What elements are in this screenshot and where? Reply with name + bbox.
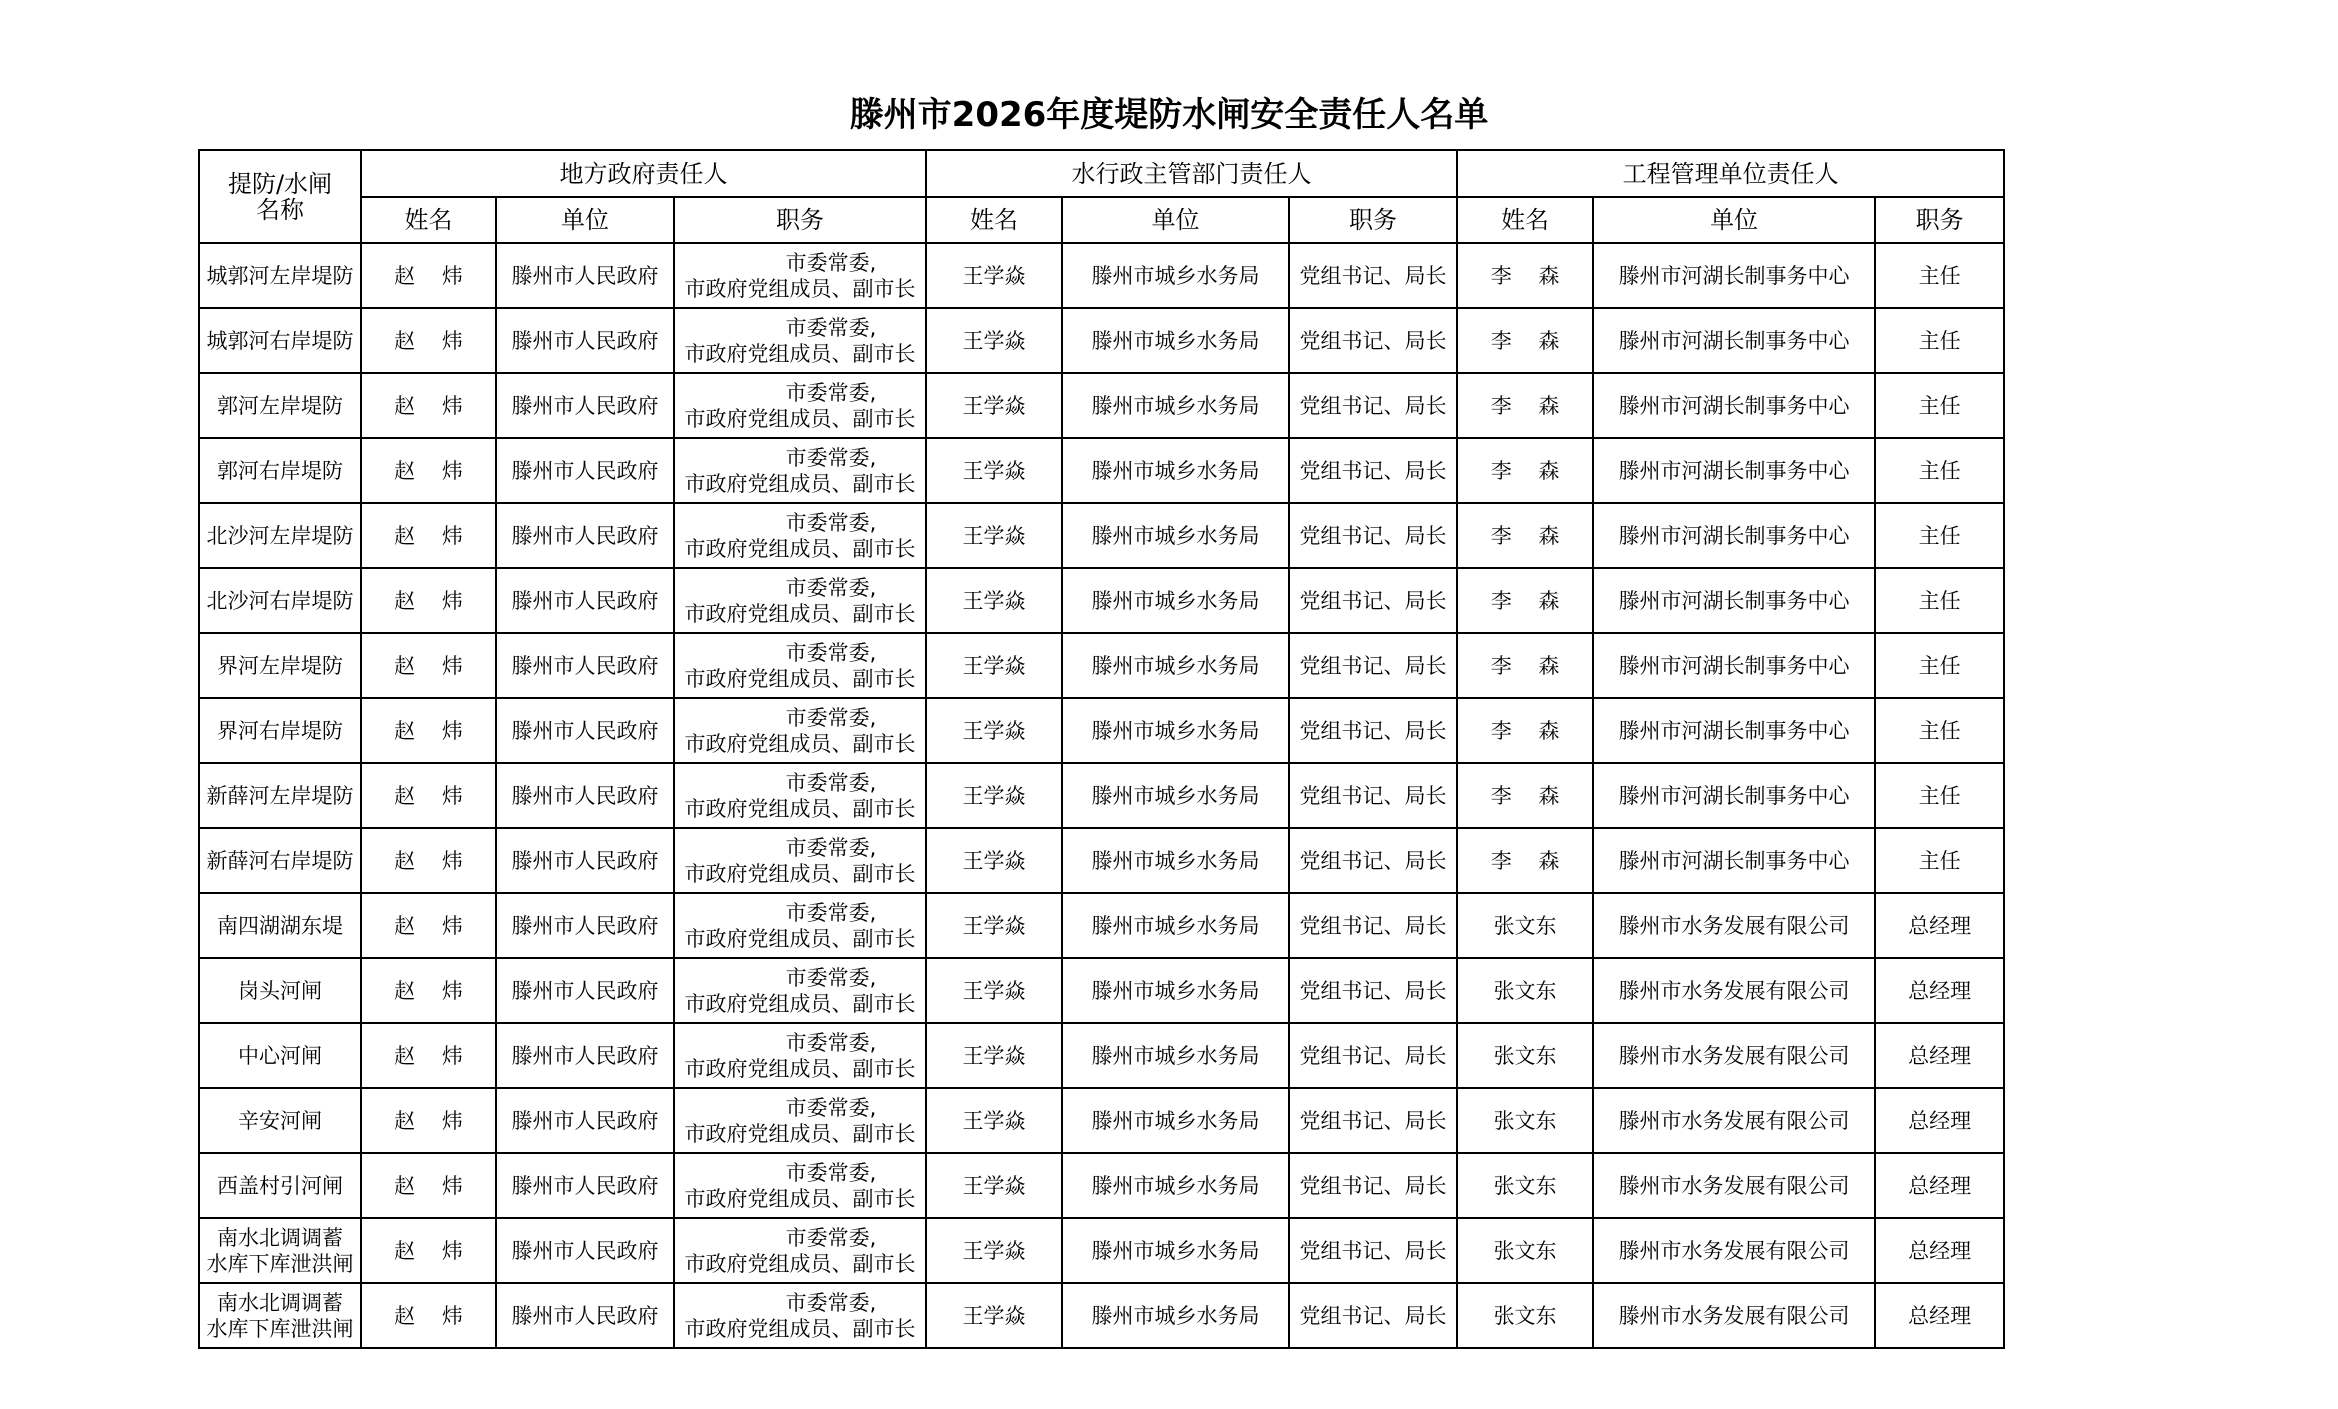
header-group-mgmt: 工程管理单位责任人: [1457, 150, 2004, 197]
header-mgmt-name: 姓名: [1457, 197, 1593, 243]
cell-mgmt-name: 张文东: [1457, 1088, 1593, 1153]
cell-water-name: 王学焱: [926, 828, 1062, 893]
cell-mgmt-duty: 主任: [1875, 633, 2004, 698]
gov-duty-line: 市委常委,: [785, 1290, 877, 1315]
cell-mgmt-unit: 滕州市河湖长制事务中心: [1593, 763, 1875, 828]
facility-name-line: 郭河右岸堤防: [217, 458, 343, 483]
cell-water-name: 王学焱: [926, 568, 1062, 633]
table-row: [199, 1088, 2004, 1153]
cell-mgmt-unit: 滕州市水务发展有限公司: [1593, 1023, 1875, 1088]
facility-name-line: 水库下库泄洪闸: [206, 1316, 354, 1341]
cell-facility-name: [199, 438, 361, 503]
cell-mgmt-name: 李 森: [1457, 243, 1593, 308]
cell-gov-duty: [674, 438, 926, 503]
cell-gov-unit: 滕州市人民政府: [496, 698, 674, 763]
cell-water-unit: 滕州市城乡水务局: [1062, 373, 1289, 438]
cell-mgmt-duty: 总经理: [1875, 958, 2004, 1023]
cell-mgmt-duty: 主任: [1875, 243, 2004, 308]
table-row: [199, 1218, 2004, 1283]
cell-gov-name: 赵 炜: [361, 243, 496, 308]
cell-water-duty: 党组书记、局长: [1289, 568, 1457, 633]
cell-gov-name: 赵 炜: [361, 828, 496, 893]
cell-water-unit: 滕州市城乡水务局: [1062, 633, 1289, 698]
cell-water-name: 王学焱: [926, 958, 1062, 1023]
cell-mgmt-unit: 滕州市水务发展有限公司: [1593, 893, 1875, 958]
cell-water-unit: 滕州市城乡水务局: [1062, 698, 1289, 763]
cell-gov-name: 赵 炜: [361, 373, 496, 438]
cell-gov-name: 赵 炜: [361, 1023, 496, 1088]
facility-name-line: 新薛河右岸堤防: [206, 848, 354, 873]
cell-gov-duty: [674, 1088, 926, 1153]
gov-duty-line: 市委常委,: [785, 1160, 877, 1185]
cell-mgmt-duty: 主任: [1875, 308, 2004, 373]
cell-water-duty: 党组书记、局长: [1289, 373, 1457, 438]
gov-duty-line: 市政府党组成员、副市长: [684, 796, 916, 821]
gov-duty-line: 市政府党组成员、副市长: [684, 1186, 916, 1211]
cell-water-duty: 党组书记、局长: [1289, 1023, 1457, 1088]
cell-water-duty: 党组书记、局长: [1289, 893, 1457, 958]
cell-water-name: 王学焱: [926, 243, 1062, 308]
cell-gov-unit: 滕州市人民政府: [496, 763, 674, 828]
cell-mgmt-unit: 滕州市河湖长制事务中心: [1593, 438, 1875, 503]
facility-name-line: 北沙河左岸堤防: [206, 523, 354, 548]
table-row: [199, 243, 2004, 308]
table-row: [199, 373, 2004, 438]
gov-duty-line: 市政府党组成员、副市长: [684, 341, 916, 366]
cell-mgmt-name: 张文东: [1457, 958, 1593, 1023]
table-row: [199, 763, 2004, 828]
header-water-unit: 单位: [1062, 197, 1289, 243]
gov-duty-line: 市政府党组成员、副市长: [684, 1316, 916, 1341]
cell-gov-unit: 滕州市人民政府: [496, 893, 674, 958]
facility-name-line: 南水北调调蓄: [217, 1290, 343, 1315]
facility-name-line: 岗头河闸: [238, 978, 322, 1003]
cell-water-unit: 滕州市城乡水务局: [1062, 438, 1289, 503]
cell-gov-unit: 滕州市人民政府: [496, 1023, 674, 1088]
cell-gov-duty: [674, 893, 926, 958]
gov-duty-line: 市委常委,: [785, 250, 877, 275]
facility-name-line: 北沙河右岸堤防: [206, 588, 354, 613]
cell-facility-name: [199, 1088, 361, 1153]
cell-mgmt-unit: 滕州市河湖长制事务中心: [1593, 568, 1875, 633]
table-row: [199, 308, 2004, 373]
header-gov-unit: 单位: [496, 197, 674, 243]
cell-gov-name: 赵 炜: [361, 1088, 496, 1153]
gov-duty-line: 市政府党组成员、副市长: [684, 536, 916, 561]
facility-name-line: 郭河左岸堤防: [217, 393, 343, 418]
table-row: [199, 568, 2004, 633]
cell-mgmt-duty: 主任: [1875, 828, 2004, 893]
cell-gov-unit: 滕州市人民政府: [496, 503, 674, 568]
facility-name-line: 水库下库泄洪闸: [206, 1251, 354, 1276]
cell-facility-name: [199, 958, 361, 1023]
table-row: [199, 698, 2004, 763]
cell-water-name: 王学焱: [926, 308, 1062, 373]
cell-gov-name: 赵 炜: [361, 568, 496, 633]
cell-gov-unit: 滕州市人民政府: [496, 633, 674, 698]
gov-duty-line: 市政府党组成员、副市长: [684, 471, 916, 496]
facility-name-line: 界河右岸堤防: [217, 718, 343, 743]
cell-mgmt-duty: 主任: [1875, 438, 2004, 503]
cell-facility-name: [199, 633, 361, 698]
gov-duty-line: 市委常委,: [785, 900, 877, 925]
cell-gov-name: 赵 炜: [361, 958, 496, 1023]
cell-water-duty: 党组书记、局长: [1289, 828, 1457, 893]
cell-mgmt-unit: 滕州市河湖长制事务中心: [1593, 373, 1875, 438]
cell-gov-name: 赵 炜: [361, 503, 496, 568]
cell-mgmt-duty: 总经理: [1875, 1283, 2004, 1348]
cell-gov-name: 赵 炜: [361, 308, 496, 373]
cell-mgmt-name: 张文东: [1457, 893, 1593, 958]
cell-gov-name: 赵 炜: [361, 1218, 496, 1283]
cell-facility-name: [199, 568, 361, 633]
cell-mgmt-unit: 滕州市河湖长制事务中心: [1593, 828, 1875, 893]
gov-duty-line: 市政府党组成员、副市长: [684, 406, 916, 431]
cell-gov-duty: [674, 308, 926, 373]
cell-mgmt-unit: 滕州市河湖长制事务中心: [1593, 243, 1875, 308]
cell-mgmt-duty: 主任: [1875, 568, 2004, 633]
cell-facility-name: [199, 828, 361, 893]
cell-water-unit: 滕州市城乡水务局: [1062, 503, 1289, 568]
cell-mgmt-name: 李 森: [1457, 373, 1593, 438]
cell-water-unit: 滕州市城乡水务局: [1062, 1283, 1289, 1348]
header-group-water: 水行政主管部门责任人: [926, 150, 1457, 197]
cell-mgmt-duty: 总经理: [1875, 1023, 2004, 1088]
cell-water-name: 王学焱: [926, 1088, 1062, 1153]
cell-gov-unit: 滕州市人民政府: [496, 1218, 674, 1283]
cell-facility-name: [199, 503, 361, 568]
cell-gov-unit: 滕州市人民政府: [496, 1283, 674, 1348]
cell-mgmt-unit: 滕州市水务发展有限公司: [1593, 1283, 1875, 1348]
gov-duty-line: 市政府党组成员、副市长: [684, 926, 916, 951]
gov-duty-line: 市委常委,: [785, 835, 877, 860]
cell-facility-name: [199, 1023, 361, 1088]
cell-mgmt-name: 李 森: [1457, 633, 1593, 698]
facility-name-line: 辛安河闸: [238, 1108, 322, 1133]
gov-duty-line: 市委常委,: [785, 1095, 877, 1120]
facility-name-line: 城郭河左岸堤防: [206, 263, 354, 288]
table-row: [199, 828, 2004, 893]
cell-water-name: 王学焱: [926, 763, 1062, 828]
table-row: [199, 503, 2004, 568]
cell-water-unit: 滕州市城乡水务局: [1062, 1088, 1289, 1153]
cell-gov-unit: 滕州市人民政府: [496, 958, 674, 1023]
header-mgmt-duty: 职务: [1875, 197, 2004, 243]
cell-mgmt-name: 李 森: [1457, 438, 1593, 503]
cell-water-unit: 滕州市城乡水务局: [1062, 308, 1289, 373]
gov-duty-line: 市政府党组成员、副市长: [684, 861, 916, 886]
cell-water-unit: 滕州市城乡水务局: [1062, 568, 1289, 633]
cell-water-duty: 党组书记、局长: [1289, 958, 1457, 1023]
cell-gov-duty: [674, 828, 926, 893]
cell-water-unit: 滕州市城乡水务局: [1062, 1023, 1289, 1088]
cell-mgmt-duty: 主任: [1875, 763, 2004, 828]
cell-mgmt-unit: 滕州市河湖长制事务中心: [1593, 308, 1875, 373]
cell-mgmt-name: 张文东: [1457, 1153, 1593, 1218]
cell-water-unit: 滕州市城乡水务局: [1062, 893, 1289, 958]
facility-name-line: 南四湖湖东堤: [217, 913, 343, 938]
cell-mgmt-name: 张文东: [1457, 1283, 1593, 1348]
cell-facility-name: [199, 1283, 361, 1348]
cell-water-duty: 党组书记、局长: [1289, 763, 1457, 828]
table-row: [199, 1153, 2004, 1218]
gov-duty-line: 市政府党组成员、副市长: [684, 276, 916, 301]
gov-duty-line: 市政府党组成员、副市长: [684, 991, 916, 1016]
gov-duty-line: 市委常委,: [785, 445, 877, 470]
cell-gov-duty: [674, 958, 926, 1023]
cell-water-name: 王学焱: [926, 373, 1062, 438]
cell-facility-name: [199, 893, 361, 958]
gov-duty-line: 市委常委,: [785, 575, 877, 600]
gov-duty-line: 市委常委,: [785, 1030, 877, 1055]
table-row: [199, 633, 2004, 698]
cell-mgmt-unit: 滕州市河湖长制事务中心: [1593, 633, 1875, 698]
cell-mgmt-name: 李 森: [1457, 828, 1593, 893]
cell-gov-name: 赵 炜: [361, 698, 496, 763]
gov-duty-line: 市政府党组成员、副市长: [684, 1056, 916, 1081]
cell-gov-unit: 滕州市人民政府: [496, 373, 674, 438]
cell-water-duty: 党组书记、局长: [1289, 503, 1457, 568]
gov-duty-line: 市委常委,: [785, 705, 877, 730]
cell-mgmt-name: 张文东: [1457, 1218, 1593, 1283]
cell-mgmt-unit: 滕州市河湖长制事务中心: [1593, 503, 1875, 568]
cell-mgmt-name: 李 森: [1457, 503, 1593, 568]
cell-water-duty: 党组书记、局长: [1289, 438, 1457, 503]
header-mgmt-unit: 单位: [1593, 197, 1875, 243]
cell-gov-duty: [674, 698, 926, 763]
cell-water-duty: 党组书记、局长: [1289, 308, 1457, 373]
cell-water-duty: 党组书记、局长: [1289, 1218, 1457, 1283]
cell-water-unit: 滕州市城乡水务局: [1062, 958, 1289, 1023]
cell-gov-duty: [674, 1283, 926, 1348]
cell-mgmt-duty: 主任: [1875, 698, 2004, 763]
header-gov-name: 姓名: [361, 197, 496, 243]
facility-name-line: 新薛河左岸堤防: [206, 783, 354, 808]
header-gov-duty: 职务: [674, 197, 926, 243]
cell-water-name: 王学焱: [926, 698, 1062, 763]
gov-duty-line: 市政府党组成员、副市长: [684, 666, 916, 691]
gov-duty-line: 市委常委,: [785, 965, 877, 990]
cell-gov-duty: [674, 763, 926, 828]
cell-water-unit: 滕州市城乡水务局: [1062, 763, 1289, 828]
cell-gov-duty: [674, 243, 926, 308]
cell-gov-unit: 滕州市人民政府: [496, 1153, 674, 1218]
table-row: [199, 1283, 2004, 1348]
table-body: [199, 243, 2004, 1348]
cell-facility-name: [199, 698, 361, 763]
facility-name-line: 西盖村引河闸: [217, 1173, 343, 1198]
cell-gov-unit: 滕州市人民政府: [496, 243, 674, 308]
cell-facility-name: [199, 243, 361, 308]
cell-mgmt-unit: 滕州市水务发展有限公司: [1593, 1153, 1875, 1218]
cell-gov-unit: 滕州市人民政府: [496, 1088, 674, 1153]
cell-facility-name: [199, 373, 361, 438]
cell-mgmt-duty: 主任: [1875, 373, 2004, 438]
cell-water-unit: 滕州市城乡水务局: [1062, 1218, 1289, 1283]
gov-duty-line: 市委常委,: [785, 1225, 877, 1250]
cell-gov-name: 赵 炜: [361, 1153, 496, 1218]
cell-water-name: 王学焱: [926, 633, 1062, 698]
cell-water-name: 王学焱: [926, 503, 1062, 568]
gov-duty-line: 市政府党组成员、副市长: [684, 1251, 916, 1276]
cell-water-duty: 党组书记、局长: [1289, 633, 1457, 698]
table-row: [199, 893, 2004, 958]
gov-duty-line: 市委常委,: [785, 770, 877, 795]
cell-water-duty: 党组书记、局长: [1289, 1088, 1457, 1153]
table-row: [199, 438, 2004, 503]
cell-mgmt-name: 李 森: [1457, 763, 1593, 828]
gov-duty-line: 市政府党组成员、副市长: [684, 601, 916, 626]
header-water-name: 姓名: [926, 197, 1062, 243]
cell-mgmt-name: 李 森: [1457, 308, 1593, 373]
cell-gov-unit: 滕州市人民政府: [496, 568, 674, 633]
cell-water-unit: 滕州市城乡水务局: [1062, 828, 1289, 893]
cell-mgmt-unit: 滕州市水务发展有限公司: [1593, 958, 1875, 1023]
cell-gov-name: 赵 炜: [361, 438, 496, 503]
cell-water-duty: 党组书记、局长: [1289, 243, 1457, 308]
cell-mgmt-duty: 总经理: [1875, 1088, 2004, 1153]
cell-gov-duty: [674, 1153, 926, 1218]
facility-name-line: 中心河闸: [238, 1043, 322, 1068]
cell-mgmt-name: 李 森: [1457, 698, 1593, 763]
cell-water-duty: 党组书记、局长: [1289, 1153, 1457, 1218]
cell-gov-name: 赵 炜: [361, 633, 496, 698]
cell-water-unit: 滕州市城乡水务局: [1062, 243, 1289, 308]
cell-mgmt-name: 李 森: [1457, 568, 1593, 633]
cell-mgmt-duty: 总经理: [1875, 1153, 2004, 1218]
cell-mgmt-unit: 滕州市水务发展有限公司: [1593, 1218, 1875, 1283]
cell-gov-name: 赵 炜: [361, 1283, 496, 1348]
cell-water-name: 王学焱: [926, 438, 1062, 503]
facility-name-line: 南水北调调蓄: [217, 1225, 343, 1250]
cell-facility-name: [199, 1153, 361, 1218]
table-row: [199, 958, 2004, 1023]
cell-water-name: 王学焱: [926, 893, 1062, 958]
cell-mgmt-unit: 滕州市河湖长制事务中心: [1593, 698, 1875, 763]
cell-gov-unit: 滕州市人民政府: [496, 828, 674, 893]
cell-water-name: 王学焱: [926, 1153, 1062, 1218]
cell-mgmt-unit: 滕州市水务发展有限公司: [1593, 1088, 1875, 1153]
cell-gov-unit: 滕州市人民政府: [496, 438, 674, 503]
cell-gov-name: 赵 炜: [361, 763, 496, 828]
header-facility-line2: 名称: [256, 195, 304, 224]
cell-gov-duty: [674, 1023, 926, 1088]
cell-gov-duty: [674, 633, 926, 698]
responsibility-table: [198, 149, 2005, 1349]
cell-facility-name: [199, 1218, 361, 1283]
gov-duty-line: 市委常委,: [785, 640, 877, 665]
header-water-duty: 职务: [1289, 197, 1457, 243]
cell-water-name: 王学焱: [926, 1218, 1062, 1283]
page-title: 滕州市2026年度堤防水闸安全责任人名单: [849, 95, 1489, 135]
cell-facility-name: [199, 308, 361, 373]
header-row-fields: [199, 197, 2004, 243]
cell-water-unit: 滕州市城乡水务局: [1062, 1153, 1289, 1218]
cell-gov-duty: [674, 568, 926, 633]
cell-gov-duty: [674, 503, 926, 568]
cell-water-name: 王学焱: [926, 1283, 1062, 1348]
header-group-gov: 地方政府责任人: [361, 150, 926, 197]
header-facility-name: [199, 150, 361, 243]
cell-mgmt-duty: 总经理: [1875, 893, 2004, 958]
cell-mgmt-duty: 主任: [1875, 503, 2004, 568]
facility-name-line: 界河左岸堤防: [217, 653, 343, 678]
cell-water-duty: 党组书记、局长: [1289, 1283, 1457, 1348]
table-row: [199, 1023, 2004, 1088]
cell-mgmt-name: 张文东: [1457, 1023, 1593, 1088]
cell-water-duty: 党组书记、局长: [1289, 698, 1457, 763]
cell-water-name: 王学焱: [926, 1023, 1062, 1088]
cell-gov-duty: [674, 1218, 926, 1283]
facility-name-line: 城郭河右岸堤防: [206, 328, 354, 353]
cell-gov-duty: [674, 373, 926, 438]
cell-gov-unit: 滕州市人民政府: [496, 308, 674, 373]
cell-mgmt-duty: 总经理: [1875, 1218, 2004, 1283]
gov-duty-line: 市委常委,: [785, 510, 877, 535]
header-facility-line1: 提防/水闸: [227, 169, 333, 198]
cell-facility-name: [199, 763, 361, 828]
gov-duty-line: 市委常委,: [785, 315, 877, 340]
header-row-groups: [199, 150, 2004, 197]
gov-duty-line: 市政府党组成员、副市长: [684, 1121, 916, 1146]
cell-gov-name: 赵 炜: [361, 893, 496, 958]
gov-duty-line: 市政府党组成员、副市长: [684, 731, 916, 756]
gov-duty-line: 市委常委,: [785, 380, 877, 405]
